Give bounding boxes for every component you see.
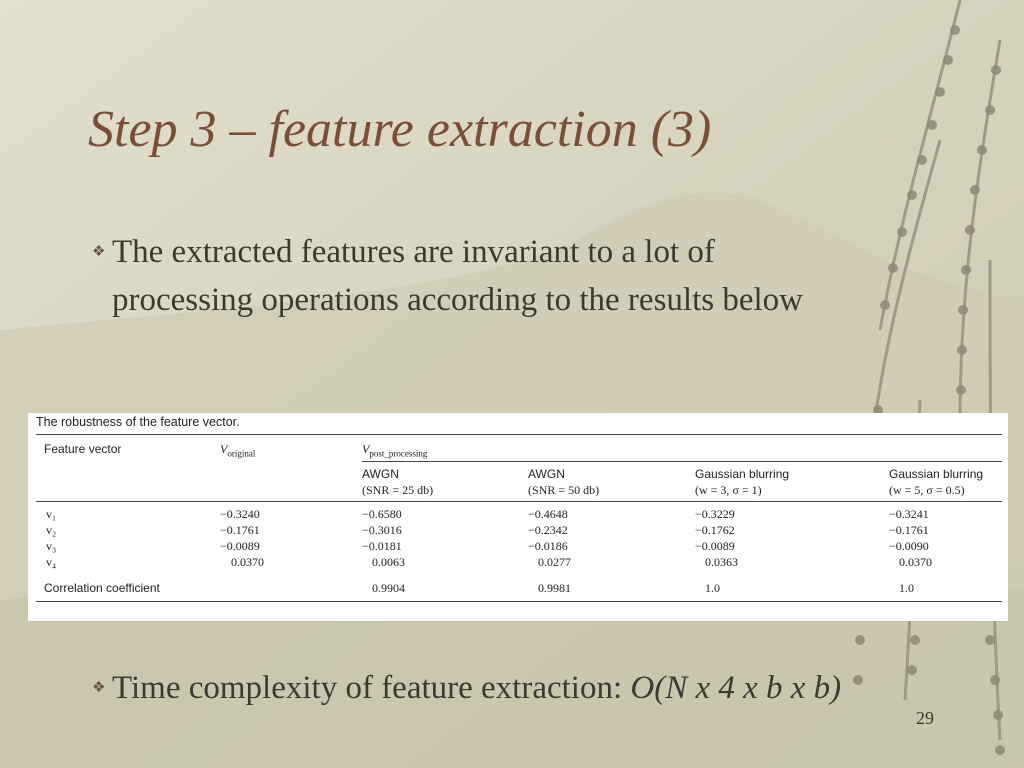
col-awgn-50-line2: (SNR = 50 db) bbox=[528, 483, 600, 497]
col-gauss-3-line2: (w = 3, σ = 1) bbox=[695, 483, 762, 497]
row-label-correlation: Correlation coefficient bbox=[44, 581, 160, 595]
complexity-formula: O(N x 4 x b x b) bbox=[630, 670, 842, 706]
table-caption: The robustness of the feature vector. bbox=[36, 415, 240, 429]
robustness-table bbox=[28, 413, 1008, 621]
diamond-bullet-icon: ❖ bbox=[92, 680, 106, 696]
row-label-v2: v₂ bbox=[46, 523, 57, 537]
table-cell: 0.0370 bbox=[899, 555, 932, 569]
table-cell: −0.0186 bbox=[528, 539, 568, 553]
table-cell: −0.3016 bbox=[362, 523, 402, 537]
header-bottom-rule bbox=[36, 501, 1002, 502]
col-gauss-5-line2: (w = 5, σ = 0.5) bbox=[889, 483, 965, 497]
row-label-v3: v₃ bbox=[46, 539, 57, 553]
table-cell: −0.3241 bbox=[889, 507, 929, 521]
v-original-symbol: V bbox=[220, 442, 228, 456]
table-top-rule bbox=[36, 434, 1002, 435]
header-v-original bbox=[220, 442, 255, 458]
col-awgn-25-line2: (SNR = 25 db) bbox=[362, 483, 434, 497]
table-cell: −0.3229 bbox=[695, 507, 735, 521]
table-cell: 0.0363 bbox=[705, 555, 738, 569]
table-cell: −0.2342 bbox=[528, 523, 568, 537]
header-v-post-processing bbox=[362, 442, 427, 458]
bullet-invariance bbox=[92, 228, 852, 324]
col-awgn-50-line1: AWGN bbox=[528, 467, 565, 481]
v-original-subscript: original bbox=[227, 448, 256, 459]
table-cell: 0.9981 bbox=[538, 581, 571, 595]
table-cell: 0.0370 bbox=[231, 555, 264, 569]
table-cell: 0.0277 bbox=[538, 555, 571, 569]
slide-title: Step 3 – feature extraction (3) bbox=[88, 101, 712, 158]
slide-page-number: 29 bbox=[916, 708, 934, 728]
table-bottom-rule bbox=[36, 601, 1002, 602]
v-post-subscript: post_processing bbox=[369, 448, 428, 459]
table-cell: −0.1761 bbox=[220, 523, 260, 537]
table-cell: −0.1761 bbox=[889, 523, 929, 537]
table-cell: 0.9904 bbox=[372, 581, 405, 595]
table-cell: −0.1762 bbox=[695, 523, 735, 537]
row-label-v4: v₄ bbox=[46, 555, 57, 569]
complexity-label: Time complexity of feature extraction: bbox=[112, 670, 631, 706]
table-cell: −0.3240 bbox=[220, 507, 260, 521]
diamond-bullet-icon: ❖ bbox=[92, 244, 106, 260]
col-gauss-3-line1: Gaussian blurring bbox=[695, 467, 790, 481]
table-cell: 1.0 bbox=[899, 581, 914, 595]
table-cell: −0.4648 bbox=[528, 507, 568, 521]
bullet-complexity bbox=[92, 664, 852, 712]
table-cell: −0.0089 bbox=[220, 539, 260, 553]
header-feature-vector: Feature vector bbox=[44, 442, 122, 456]
table-cell: −0.0090 bbox=[889, 539, 929, 553]
table-cell: −0.0181 bbox=[362, 539, 402, 553]
table-cell: 0.0063 bbox=[372, 555, 405, 569]
bullet-invariance-text: The extracted features are invariant to a lot of processing operations according to the results below bbox=[112, 234, 803, 318]
header-span-rule bbox=[362, 461, 1002, 462]
row-label-v1: v₁ bbox=[46, 507, 57, 521]
table-cell: −0.0089 bbox=[695, 539, 735, 553]
col-gauss-5-line1: Gaussian blurring bbox=[889, 467, 984, 481]
bullet-complexity-text bbox=[112, 664, 852, 712]
table-cell: −0.6580 bbox=[362, 507, 402, 521]
table-cell: 1.0 bbox=[705, 581, 720, 595]
col-awgn-25-line1: AWGN bbox=[362, 467, 399, 481]
v-post-symbol: V bbox=[362, 442, 370, 456]
